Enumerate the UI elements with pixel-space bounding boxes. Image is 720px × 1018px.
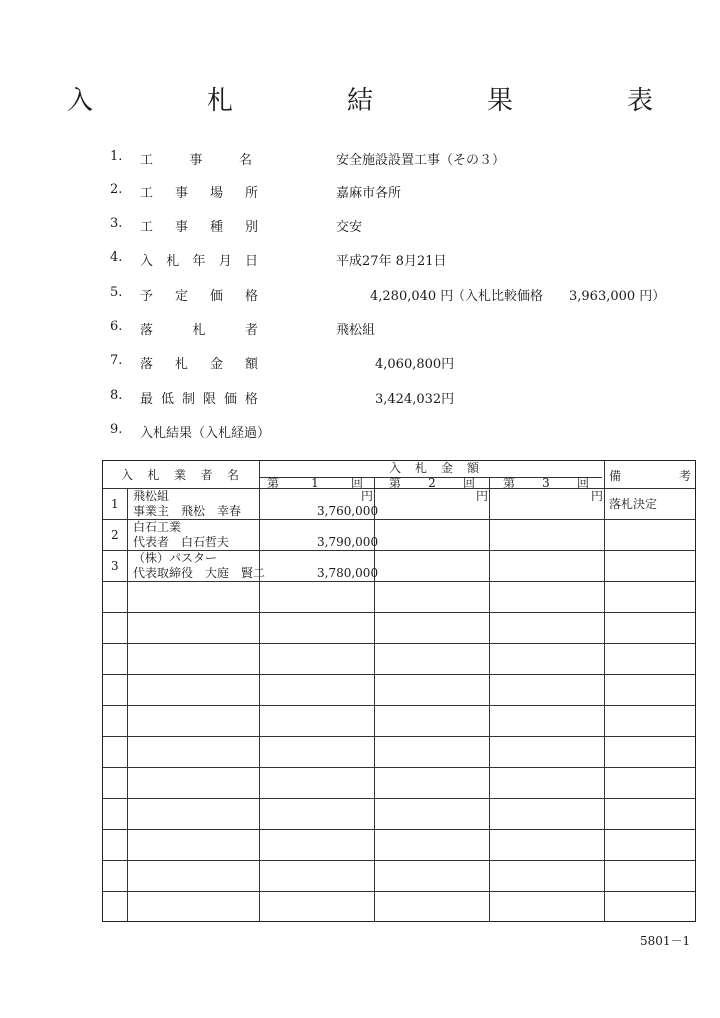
- row-3-round-1-amount: 3,780,000: [317, 566, 379, 580]
- project-location-value: 嘉麻市各所: [336, 186, 402, 201]
- row-3-number: 3: [111, 559, 119, 573]
- yen-unit-round-2: 円: [476, 489, 489, 503]
- header-bidder-name: 入 札 業 者 名: [121, 468, 239, 482]
- row-2-representative: 代表者 白石哲夫: [133, 535, 230, 549]
- row-1-remarks: 落札決定: [609, 497, 658, 511]
- row-3-company: （株）パスター: [133, 551, 218, 565]
- yen-unit-round-3: 円: [591, 489, 604, 503]
- row-2-company: 白石工業: [133, 520, 182, 534]
- header-remarks: 備 考: [609, 469, 691, 483]
- page-title: 入 札 結 果 表: [66, 86, 697, 116]
- row-1-representative: 事業主 飛松 幸春: [133, 504, 242, 518]
- yen-unit-round-1: 円: [361, 489, 374, 503]
- bid-date-value: 平成27年 8月21日: [336, 254, 447, 269]
- header-bid-amount: 入 札 金 額: [389, 461, 479, 475]
- row-3-representative: 代表取締役 大庭 賢二: [133, 566, 266, 580]
- header-round-1: 第 1 回: [267, 476, 363, 490]
- document-code: 5801－1: [640, 934, 691, 948]
- row-2-round-1-amount: 3,790,000: [317, 535, 379, 549]
- winning-bidder-value: 飛松組: [336, 323, 376, 338]
- row-1-company: 飛松組: [133, 489, 170, 503]
- winning-amount-value: 4,060,800円: [375, 357, 455, 372]
- planned-price-value: 4,280,040 円: [370, 289, 454, 304]
- row-1-number: 1: [111, 497, 119, 511]
- header-round-2: 第 2 回: [389, 476, 475, 490]
- project-type-value: 交安: [336, 220, 363, 235]
- minimum-price-value: 3,424,032円: [375, 392, 455, 407]
- row-2-number: 2: [111, 528, 119, 542]
- header-round-3: 第 3 回: [503, 476, 589, 490]
- comparison-price-note: （入札比較価格 3,963,000 円）: [452, 289, 666, 304]
- bid-results-table: [102, 460, 696, 922]
- project-name-value: 安全施設設置工事（その３）: [336, 153, 506, 168]
- bid-results-heading: 入札結果（入札経過）: [140, 426, 271, 441]
- row-1-round-1-amount: 3,760,000: [317, 504, 379, 518]
